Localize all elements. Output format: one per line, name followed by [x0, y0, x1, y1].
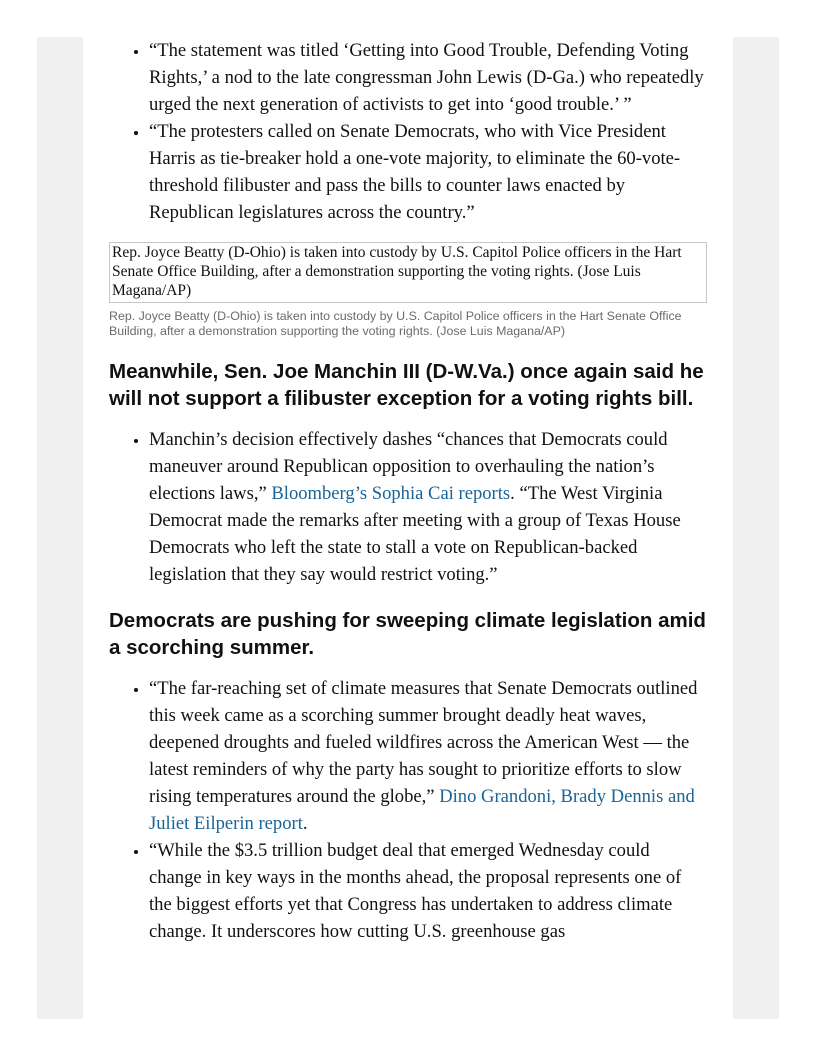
bullet-text: Manchin’s decision effectively dashes “chances that Democrats could maneuver around Republican opposition to overhauling the nation’s elections laws,” [149, 429, 668, 504]
climate-heading: Democrats are pushing for sweeping climate legislation amid a scorching summer. [109, 609, 706, 659]
right-margin-panel [733, 37, 779, 1019]
bloomberg-report-link[interactable]: Bloomberg’s Sophia Cai reports [271, 483, 511, 504]
broken-image-alt-text: Rep. Joyce Beatty (D-Ohio) is taken into custody by U.S. Capitol Police officers in the Hart Senate Office Building, after a demonstration supporting the voting rights. (Jose Luis Magana/AP) [109, 242, 707, 303]
bullet-text: . “The West Virginia Democrat made the remarks after meeting with a group of Texas House Democrats who left the state to stall a vote on Republican-backed legislation that they say would restrict voting.” [149, 483, 681, 585]
article-body [109, 37, 707, 945]
photo-figure [109, 242, 707, 339]
list-item [149, 426, 707, 588]
manchin-heading: Meanwhile, Sen. Joe Manchin III (D-W.Va.) once again said he will not support a filibuster exception for a voting rights bill. [109, 360, 704, 410]
photo-caption: Rep. Joyce Beatty (D-Ohio) is taken into custody by U.S. Capitol Police officers in the Hart Senate Office Building, after a demonstration supporting the voting rights. (Jose Luis Magana/AP) [109, 309, 682, 338]
list-item: • “The statement was titled ‘Getting into Good Trouble, Defending Voting Rights,’ a nod to the late congressman John Lewis (D-Ga.) who repeatedly urged the next generation of activists to get into ‘good trouble.’ ” [149, 37, 707, 118]
intro-bullet-list [109, 37, 707, 226]
climate-bullet-list [109, 675, 707, 945]
bullet-text: . [302, 813, 308, 834]
list-item: • “The protesters called on Senate Democrats, who with Vice President Harris as tie-breaker hold a one-vote majority, to eliminate the 60-vote-threshold filibuster and pass the bills to counter laws enacted by Republican legislatures across the country.” [149, 118, 707, 226]
grandoni-report-link[interactable]: Dino Grandoni, Brady Dennis and Juliet Eilperin report [149, 786, 695, 834]
list-item [149, 675, 707, 837]
bullet-text: “The far-reaching set of climate measures that Senate Democrats outlined this week came as a scorching summer brought deadly heat waves, deepened droughts and fueled wildfires across the American West — the latest reminders of why the party has sought to prioritize efforts to slow rising temperatures around the globe,” [149, 678, 698, 807]
left-margin-panel [37, 37, 83, 1019]
manchin-bullet-list [109, 426, 707, 588]
list-item: • “While the $3.5 trillion budget deal that emerged Wednesday could change in key ways in the months ahead, the proposal represents one of the biggest efforts yet that Congress has undertaken to address climate change. It underscores how cutting U.S. greenhouse gas [149, 837, 707, 945]
